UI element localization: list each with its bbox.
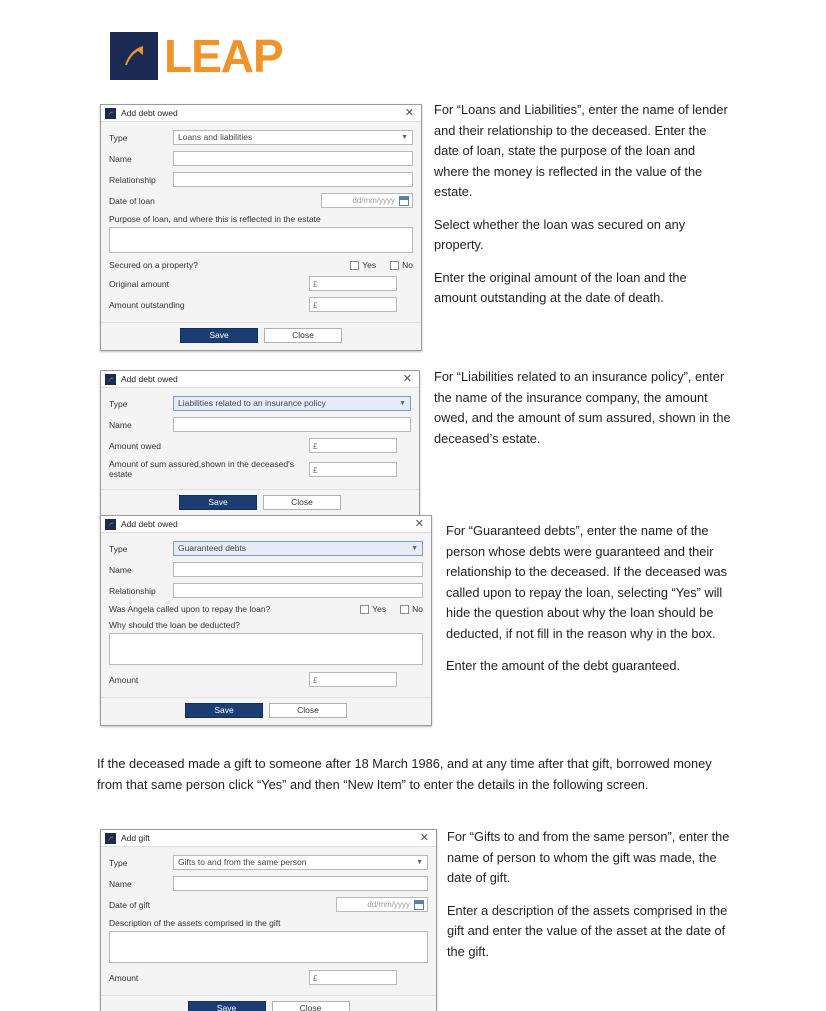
description-textarea[interactable]: [109, 931, 428, 963]
purpose-textarea[interactable]: [109, 227, 413, 253]
field-row-date-of-gift: [109, 897, 428, 912]
type-label: Type: [109, 398, 128, 409]
date-of-gift-label: Date of gift: [109, 899, 151, 910]
paragraph: For “Guaranteed debts”, enter the name of the person whose debts were guaranteed and their relationship to the deceased. If the deceased was called upon to repay the loan, selecting “Yes” will hide the question about why the loan should be deducted, if not fill in the reason why in the box.: [446, 523, 728, 641]
dialog-footer: [101, 995, 436, 1011]
field-row-type: [109, 541, 423, 556]
paragraph: For “Gifts to and from the same person”, enter the name of person to whom the gift was made, the date of gift.: [447, 829, 730, 885]
field-row-amount: [109, 672, 423, 687]
yes-label: Yes: [362, 260, 377, 270]
dialog-body: [101, 533, 431, 697]
paragraph: Enter the original amount of the loan and the amount outstanding at the date of death.: [434, 269, 687, 305]
add-debt-owed-dialog-insurance[interactable]: [100, 370, 420, 518]
paragraph: Enter a description of the assets comprised in the gift and enter the value of the asset at the date of the gift.: [447, 902, 728, 959]
close-button[interactable]: Close: [272, 1001, 350, 1011]
chevron-down-icon: ▼: [416, 859, 423, 866]
field-row-name: [109, 151, 413, 166]
add-gift-dialog[interactable]: [100, 829, 437, 1011]
sum-assured-input[interactable]: £: [309, 462, 397, 477]
amount-input[interactable]: £: [309, 672, 397, 687]
field-row-relationship: [109, 583, 423, 598]
dialog-body: [101, 388, 419, 489]
field-row-relationship: [109, 172, 413, 187]
gift-intro-paragraph: [97, 754, 727, 795]
close-button[interactable]: Close: [263, 495, 341, 510]
save-button[interactable]: Save: [180, 328, 258, 343]
yes-label: Yes: [372, 604, 387, 614]
type-select-value: Guaranteed debts: [178, 543, 247, 553]
description-block-4: [447, 827, 734, 962]
amount-outstanding-input[interactable]: £: [309, 297, 397, 312]
paragraph: For “Loans and Liabilities”, enter the name of lender and their relationship to the deceased. Enter the date of loan, state the purpose of the loan and where the money is reflected in the value of the estate.: [434, 102, 728, 199]
close-icon[interactable]: ✕: [402, 372, 412, 385]
description-block-2: [434, 367, 732, 449]
name-label: Name: [109, 153, 132, 164]
add-debt-owed-dialog-guaranteed[interactable]: [100, 515, 432, 726]
purpose-label: Purpose of loan, and where this is reflected in the estate: [109, 214, 321, 224]
leap-app-icon: [105, 519, 116, 530]
dialog-footer: [101, 489, 419, 517]
dialog-title: Add debt owed: [121, 519, 178, 529]
paragraph: Select whether the loan was secured on any property.: [434, 216, 686, 252]
leap-app-icon: [105, 833, 116, 844]
calendar-icon[interactable]: [399, 196, 409, 206]
name-label: Name: [109, 564, 132, 575]
no-label: No: [412, 604, 423, 614]
relationship-input[interactable]: [173, 172, 413, 187]
close-button[interactable]: Close: [269, 703, 347, 718]
name-input[interactable]: [173, 151, 413, 166]
leap-app-icon: [105, 374, 116, 385]
relationship-label: Relationship: [109, 585, 156, 596]
secured-yes-no-group: [336, 260, 413, 270]
leap-wordmark: LEAP: [164, 30, 283, 82]
checkbox-icon[interactable]: [350, 261, 359, 270]
secured-yes-option[interactable]: [350, 260, 376, 270]
close-icon[interactable]: ✕: [414, 517, 424, 530]
description-block-3: [446, 521, 734, 677]
paragraph: Enter the amount of the debt guaranteed.: [446, 658, 681, 673]
calendar-icon[interactable]: [414, 900, 424, 910]
date-of-loan-input[interactable]: [321, 193, 413, 208]
chevron-down-icon: ▼: [411, 545, 418, 552]
add-debt-owed-dialog-loans[interactable]: [100, 104, 422, 351]
checkbox-icon[interactable]: [360, 605, 369, 614]
field-row-date-of-loan: [109, 193, 413, 208]
dialog-body: [101, 847, 436, 995]
leap-app-icon: [105, 108, 116, 119]
amount-owed-input[interactable]: £: [309, 438, 397, 453]
field-row-type: [109, 130, 413, 145]
description-label: Description of the assets comprised in the gift: [109, 918, 281, 928]
type-label: Type: [109, 857, 128, 868]
name-input[interactable]: [173, 562, 423, 577]
dialog-footer: [101, 697, 431, 725]
save-button[interactable]: Save: [188, 1001, 266, 1011]
chevron-down-icon: ▼: [399, 400, 406, 407]
leap-arrow-icon: [110, 32, 158, 80]
why-deducted-label: Why should the loan be deducted?: [109, 620, 240, 630]
date-placeholder: dd/mm/yyyy: [352, 196, 395, 205]
called-upon-yes-no-group: [346, 604, 423, 614]
field-row-name: [109, 562, 423, 577]
type-select[interactable]: [173, 541, 423, 556]
sum-assured-label: Amount of sum assured,shown in the deceased's estate: [109, 459, 294, 479]
dialog-titlebar: [101, 830, 436, 847]
field-row-name: [109, 417, 411, 432]
field-row-secured: [109, 260, 413, 270]
secured-label: Secured on a property?: [109, 260, 198, 270]
called-upon-no-option[interactable]: [400, 604, 423, 614]
original-amount-label: Original amount: [109, 278, 170, 289]
field-row-amount: [109, 970, 428, 985]
field-row-amount-owed: [109, 438, 411, 453]
type-select-value: Loans and liabilities: [178, 132, 253, 142]
amount-label: Amount: [109, 674, 139, 685]
field-row-sum-assured: [109, 459, 411, 479]
leap-logo: [110, 32, 283, 80]
dialog-titlebar: [101, 516, 431, 533]
why-deducted-textarea[interactable]: [109, 633, 423, 665]
field-row-type: [109, 396, 411, 411]
close-button[interactable]: Close: [264, 328, 342, 343]
description-block-1: [434, 100, 732, 309]
amount-input[interactable]: £: [309, 970, 397, 985]
name-label: Name: [109, 878, 132, 889]
name-input[interactable]: [173, 417, 411, 432]
close-icon[interactable]: ✕: [419, 831, 429, 844]
type-select[interactable]: [173, 130, 413, 145]
no-label: No: [402, 260, 413, 270]
dialog-titlebar: [101, 105, 421, 122]
name-label: Name: [109, 419, 132, 430]
amount-owed-label: Amount owed: [109, 440, 161, 451]
dialog-title: Add debt owed: [121, 108, 178, 118]
type-label: Type: [109, 543, 128, 554]
called-upon-yes-option[interactable]: [360, 604, 386, 614]
called-upon-label: Was Angela called upon to repay the loan?: [109, 604, 271, 614]
type-select-value: Gifts to and from the same person: [178, 857, 307, 867]
original-amount-input[interactable]: £: [309, 276, 397, 291]
field-row-type: [109, 855, 428, 870]
secured-no-option[interactable]: [390, 260, 413, 270]
type-select-value: Liabilities related to an insurance policy: [178, 398, 326, 408]
save-button[interactable]: Save: [179, 495, 257, 510]
field-row-amount-outstanding: [109, 297, 413, 312]
type-select[interactable]: [173, 855, 428, 870]
name-input[interactable]: [173, 876, 428, 891]
dialog-title: Add gift: [121, 833, 150, 843]
chevron-down-icon: ▼: [401, 134, 408, 141]
save-button[interactable]: Save: [185, 703, 263, 718]
field-row-called-upon: [109, 604, 423, 614]
paragraph: If the deceased made a gift to someone after 18 March 1986, and at any time after that gift, borrowed money from that same person click “Yes” and then “New Item” to enter the details in the following screen.: [97, 756, 712, 792]
date-placeholder: dd/mm/yyyy: [367, 900, 410, 909]
checkbox-icon[interactable]: [390, 261, 399, 270]
date-of-gift-input[interactable]: [336, 897, 428, 912]
type-label: Type: [109, 132, 128, 143]
close-icon[interactable]: ✕: [404, 106, 414, 119]
paragraph: For “Liabilities related to an insurance policy”, enter the name of the insurance company, the amount owed, and the amount of sum assured, shown in the deceased’s estate.: [434, 369, 731, 446]
date-of-loan-label: Date of loan: [109, 195, 155, 206]
checkbox-icon[interactable]: [400, 605, 409, 614]
dialog-titlebar: [101, 371, 419, 388]
relationship-input[interactable]: [173, 583, 423, 598]
amount-outstanding-label: Amount outstanding: [109, 299, 185, 310]
relationship-label: Relationship: [109, 174, 156, 185]
dialog-title: Add debt owed: [121, 374, 178, 384]
amount-label: Amount: [109, 972, 139, 983]
dialog-body: [101, 122, 421, 322]
dialog-footer: [101, 322, 421, 350]
field-row-original-amount: [109, 276, 413, 291]
field-row-name: [109, 876, 428, 891]
type-select[interactable]: [173, 396, 411, 411]
